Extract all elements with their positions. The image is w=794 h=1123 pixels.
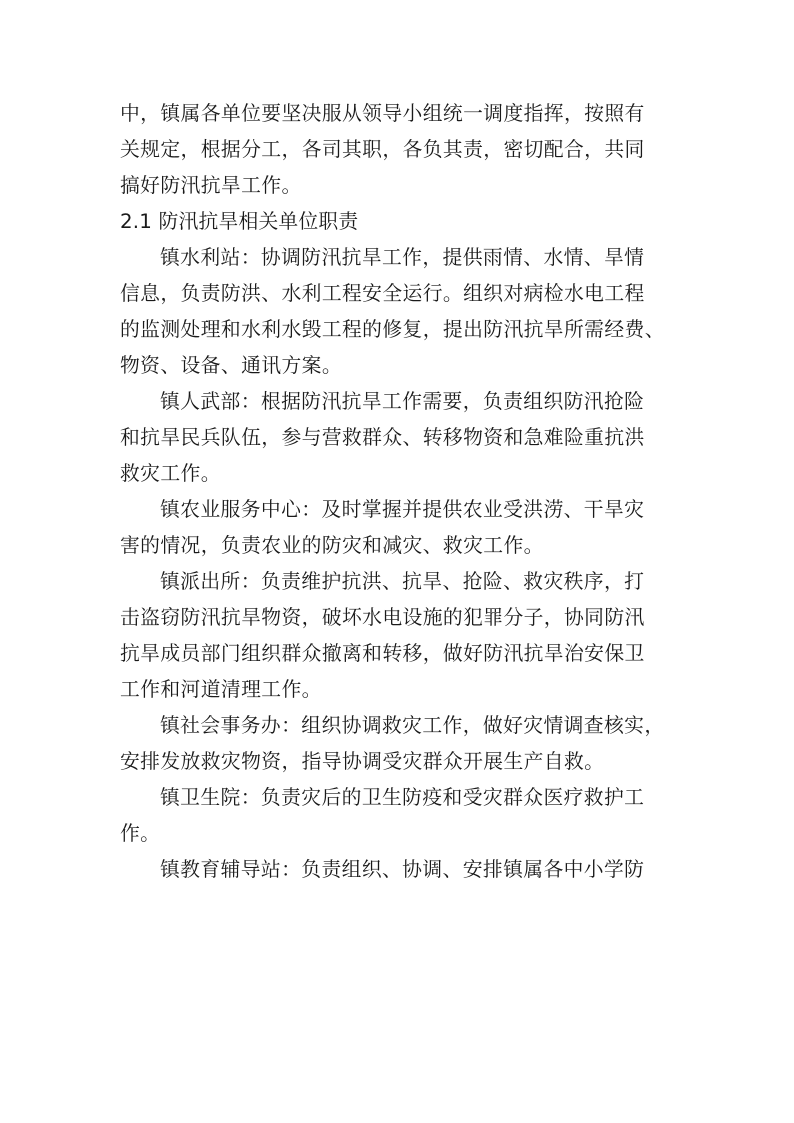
body-line: 害的情况，负责农业的防灾和减灾、救灾工作。 xyxy=(120,534,544,557)
paragraph-first-line: 镇农业服务中心：及时掌握并提供农业受洪涝、干旱灾 xyxy=(160,498,645,521)
body-line: 搞好防汛抗旱工作。 xyxy=(120,174,302,197)
body-line: 安排发放救灾物资，指导协调受灾群众开展生产自救。 xyxy=(120,750,605,773)
body-line: 信息，负责防洪、水利工程安全运行。组织对病检水电工程 xyxy=(120,282,645,305)
body-line: 和抗旱民兵队伍，参与营救群众、转移物资和急难险重抗洪 xyxy=(120,426,645,449)
body-line: 作。 xyxy=(120,822,161,845)
document-body xyxy=(120,96,680,888)
body-line: 的监测处理和水利水毁工程的修复，提出防汛抗旱所需经费、 xyxy=(120,318,665,341)
body-line: 救灾工作。 xyxy=(120,462,221,485)
paragraph-first-line: 镇卫生院：负责灾后的卫生防疫和受灾群众医疗救护工 xyxy=(160,786,645,809)
paragraph-first-line: 镇派出所：负责维护抗洪、抗旱、抢险、救灾秩序，打 xyxy=(160,570,645,593)
body-line: 关规定，根据分工，各司其职，各负其责，密切配合，共同 xyxy=(120,138,645,161)
body-line: 抗旱成员部门组织群众撤离和转移，做好防汛抗旱治安保卫 xyxy=(120,642,645,665)
body-line: 击盗窃防汛抗旱物资，破坏水电设施的犯罪分子，协同防汛 xyxy=(120,606,645,629)
paragraph-first-line: 镇水利站：协调防汛抗旱工作，提供雨情、水情、旱情 xyxy=(160,246,645,269)
body-line: 工作和河道清理工作。 xyxy=(120,678,322,701)
paragraph-first-line: 镇人武部：根据防汛抗旱工作需要，负责组织防汛抢险 xyxy=(160,390,645,413)
body-line: 物资、设备、通讯方案。 xyxy=(120,354,342,377)
paragraph-first-line: 镇社会事务办：组织协调救灾工作，做好灾情调查核实， xyxy=(160,714,665,737)
body-line: 中，镇属各单位要坚决服从领导小组统一调度指挥，按照有 xyxy=(120,102,645,125)
paragraph-first-line: 镇教育辅导站：负责组织、协调、安排镇属各中小学防 xyxy=(160,858,645,881)
section-heading: 2.1 防汛抗旱相关单位职责 xyxy=(120,210,359,233)
